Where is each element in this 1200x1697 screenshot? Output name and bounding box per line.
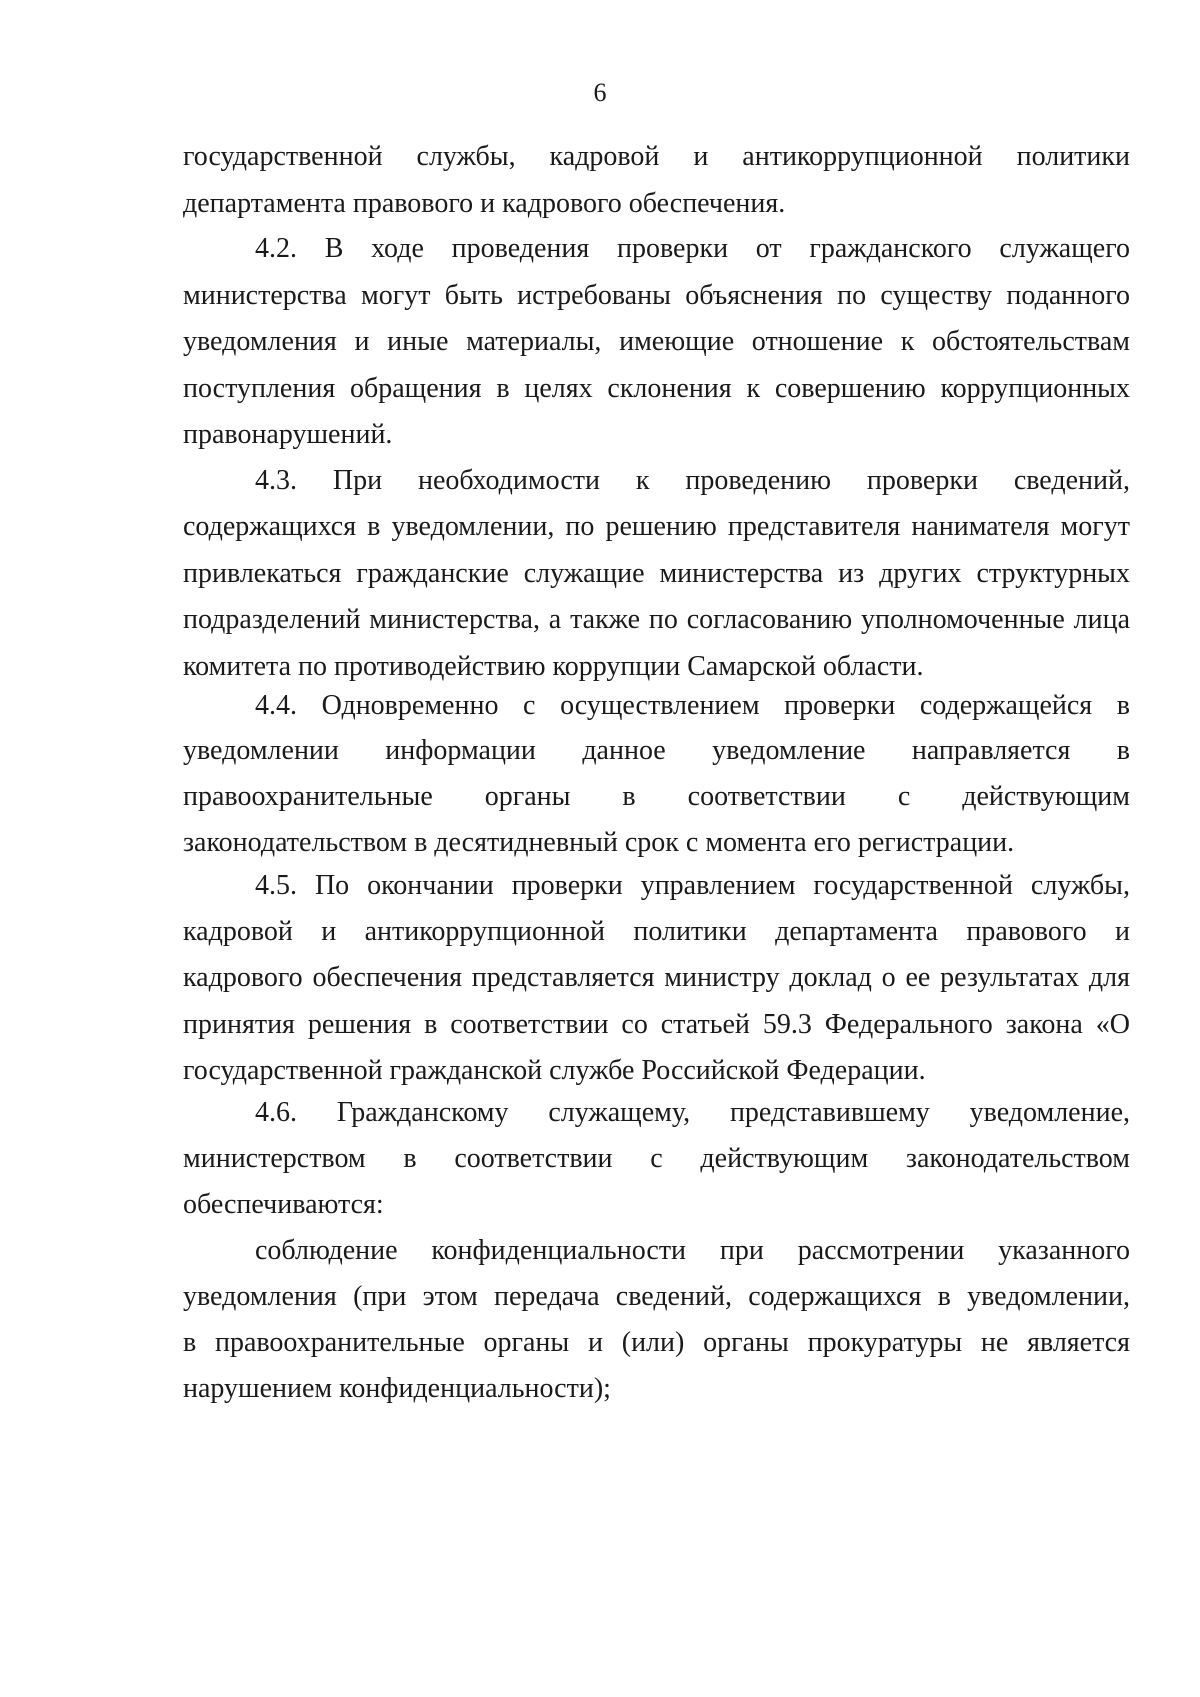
text-line: кадровой и антикоррупционной политики департамента правового и — [183, 916, 1130, 947]
text-line: государственной службы, кадровой и антикоррупционной политики — [183, 141, 1130, 172]
text-line: принятия решения в соответствии со статьей 59.3 Федерального закона «О — [183, 1009, 1130, 1040]
text-line: министерства могут быть истребованы объяснения по существу поданного — [183, 280, 1130, 311]
text-line: министерством в соответствии с действующим законодательством — [183, 1143, 1130, 1174]
text-line: департамента правового и кадрового обеспечения. — [183, 188, 786, 219]
text-line: правоохранительные органы в соответствии с действующим — [183, 781, 1130, 812]
text-line: поступления обращения в целях склонения к совершению коррупционных — [183, 373, 1130, 404]
text-line: подразделений министерства, а также по согласованию уполномоченные лица — [183, 604, 1130, 635]
text-line: в правоохранительные органы и (или) органы прокуратуры не является — [183, 1327, 1130, 1358]
text-line: нарушением конфиденциальности); — [183, 1373, 611, 1404]
text-line: уведомления (при этом передача сведений, содержащихся в уведомлении, — [183, 1281, 1130, 1312]
text-line: уведомления и иные материалы, имеющие отношение к обстоятельствам — [183, 326, 1130, 357]
text-line: кадрового обеспечения представляется министру доклад о ее результатах для — [183, 962, 1130, 993]
text-line: 4.2. В ходе проведения проверки от гражданского служащего — [255, 233, 1130, 264]
text-line: правонарушений. — [183, 419, 393, 450]
text-line: уведомлении информации данное уведомление направляется в — [183, 735, 1130, 766]
page-number: 6 — [593, 78, 607, 107]
text-line: 4.5. По окончании проверки управлением государственной службы, — [255, 870, 1130, 901]
text-line: 4.6. Гражданскому служащему, представившему уведомление, — [255, 1097, 1130, 1128]
text-line: соблюдение конфиденциальности при рассмотрении указанного — [255, 1235, 1130, 1266]
text-line: комитета по противодействию коррупции Самарской области. — [183, 651, 924, 682]
text-line: обеспечиваются: — [183, 1189, 384, 1220]
text-line: содержащихся в уведомлении, по решению представителя нанимателя могут — [183, 511, 1130, 542]
text-line: 4.3. При необходимости к проведению проверки сведений, — [255, 465, 1130, 496]
text-line: законодательством в десятидневный срок с момента его регистрации. — [183, 827, 1015, 858]
text-line: 4.4. Одновременно с осуществлением проверки содержащейся в — [255, 690, 1130, 721]
text-line: государственной гражданской службе Российской Федерации. — [183, 1055, 926, 1086]
text-line: привлекаться гражданские служащие министерства из других структурных — [183, 558, 1130, 589]
